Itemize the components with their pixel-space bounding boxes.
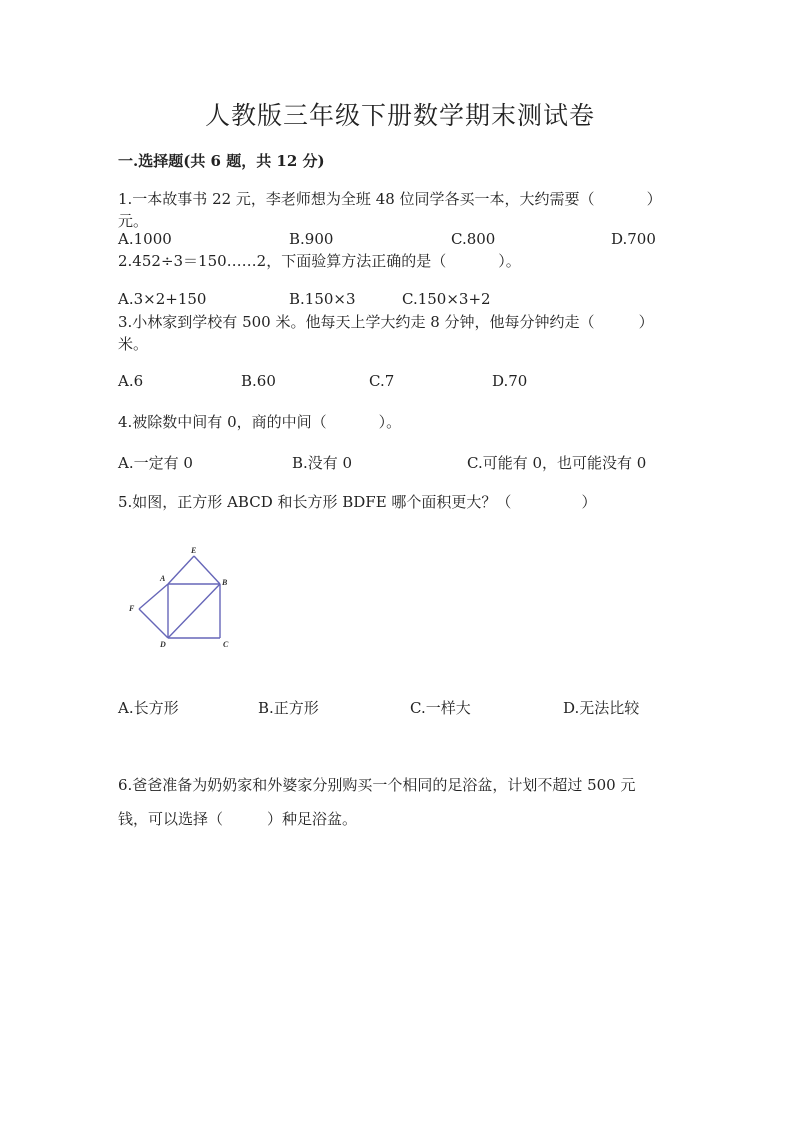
q1-option-c: C.800 (451, 230, 496, 248)
q1-option-a: A.1000 (118, 230, 172, 248)
question-2-text: 2.452÷3＝150……2，下面验算方法正确的是（ (118, 252, 447, 270)
question-6-line1: 6.爸爸准备为奶奶家和外婆家分别购买一个相同的足浴盆，计划不超过 500 元 (118, 776, 636, 794)
question-5-text: 5.如图，正方形 ABCD 和长方形 BDFE 哪个面积更大？（ (118, 493, 512, 511)
question-3-paren-close: ） (638, 313, 654, 331)
q5-option-d: D.无法比较 (563, 699, 640, 717)
label-e: E (191, 546, 197, 555)
figure-segment (168, 556, 194, 584)
question-6-text-b: ）种足浴盆。 (267, 810, 358, 828)
q3-option-d: D.70 (492, 372, 528, 390)
label-c: C (223, 640, 229, 649)
question-5 (118, 491, 678, 513)
question-1-text-line2: 元。 (118, 212, 149, 230)
question-4-text: 4.被除数中间有 0，商的中间（ (118, 413, 327, 431)
question-3-text-line2: 米。 (118, 335, 149, 353)
q2-option-a: A.3×2+150 (118, 290, 207, 308)
question-1-text: 1.一本故事书 22 元，李老师想为全班 48 位同学各买一本，大约需要（ (118, 190, 595, 208)
q4-option-b: B.没有 0 (292, 454, 353, 472)
label-a: A (160, 574, 166, 583)
label-f: F (129, 604, 135, 613)
page-title: 人教版三年级下册数学期末测试卷 (204, 101, 595, 130)
q1-option-d: D.700 (611, 230, 656, 248)
label-b: B (222, 578, 228, 587)
question-3-text: 3.小林家到学校有 500 米。他每天上学大约走 8 分钟，他每分钟约走（ (118, 313, 595, 331)
q3-option-a: A.6 (118, 372, 144, 390)
figure-segment (139, 609, 168, 638)
q2-option-c: C.150×3+2 (402, 290, 491, 308)
q4-option-a: A.一定有 0 (118, 454, 193, 472)
q4-option-c: C.可能有 0，也可能没有 0 (467, 454, 647, 472)
question-5-paren-close: ） (581, 493, 597, 511)
question-1-paren-close: ） (646, 190, 662, 208)
figure-segment (194, 556, 220, 584)
q3-option-b: B.60 (241, 372, 276, 390)
q5-option-b: B.正方形 (258, 699, 319, 717)
question-4 (118, 411, 678, 433)
question-4-paren-close: ）。 (378, 413, 402, 431)
label-d: D (160, 640, 166, 649)
figure-segment (139, 584, 168, 609)
q5-option-c: C.一样大 (410, 699, 471, 717)
question-3 (118, 311, 678, 355)
q3-option-c: C.7 (369, 372, 395, 390)
question-2 (118, 250, 678, 272)
figure-segment (168, 584, 220, 638)
q1-option-b: B.900 (289, 230, 334, 248)
q5-option-a: A.长方形 (118, 699, 179, 717)
square-rectangle-figure (126, 543, 246, 653)
question-6-line2 (118, 808, 678, 829)
question-6-text-a: 钱，可以选择（ (118, 810, 224, 828)
figure-lines (139, 556, 220, 638)
q2-option-b: B.150×3 (289, 290, 356, 308)
section-heading: 一.选择题(共 6 题，共 12 分) (118, 152, 325, 170)
question-1 (118, 188, 678, 232)
question-2-paren-close: ）。 (498, 252, 521, 270)
